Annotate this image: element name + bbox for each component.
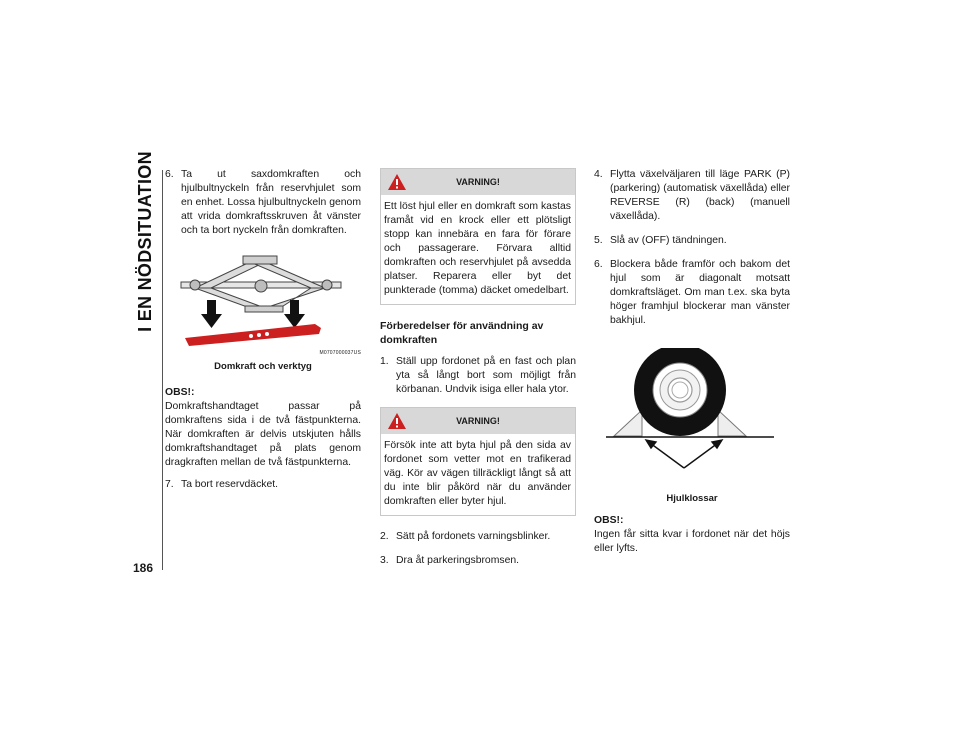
page-number: 186	[133, 561, 154, 575]
section-tab-label: I EN NÖDSITUATION	[134, 150, 155, 332]
step-6-block-wheel	[594, 258, 790, 328]
warning-text: Ett löst hjul eller en domkraft som kastas framåt vid en krock eller ett plötsligt stopp kan innebära en fara för förare och passagerare. Förvara alltid domkraften och reservhjulet på avsedda platser. Reparera eller byt det punkterade (tomma) däcket omedelbart.	[384, 201, 571, 296]
step-number: 4.	[594, 169, 603, 180]
scissor-jack-graphic	[181, 256, 341, 312]
step-text: Dra åt parkeringsbromsen.	[396, 555, 520, 566]
column-1	[165, 168, 361, 502]
section-heading: Förberedelser för användning av domkraften	[380, 320, 544, 346]
note-text: Domkraftshandtaget passar på domkraftens sida i de två fästpunkterna. När domkraften är delvis utskjuten hålls domkraftshandtaget på plats genom dragkraften mellan de två fästpunkterna.	[165, 401, 361, 468]
note-title: OBS!:	[165, 387, 195, 398]
step-text: Flytta växelväljaren till läge PARK (P) (parkering) (automatisk växellåda) eller REVERSE (R) (back) (manuell växellåda).	[610, 169, 790, 222]
step-number: 5.	[594, 235, 603, 246]
figure-caption: Domkraft och verktyg	[214, 361, 312, 372]
step-text: Blockera både framför och bakom det hjul som är diagonalt motsatt domkraftsläget. Om man t.ex. ska byta höger framhjul blockerar man vänster bakhjul.	[610, 259, 790, 326]
note-title: OBS!:	[594, 515, 624, 526]
step-text: Sätt på fordonets varningsblinker.	[396, 531, 551, 542]
step-number: 1.	[380, 356, 389, 367]
step-7-remove-spare	[165, 478, 361, 492]
pointer-arrow-icon	[646, 440, 722, 468]
section-tab	[131, 150, 159, 332]
step-3-brake	[380, 554, 576, 568]
lug-wrench-graphic	[185, 324, 321, 346]
warning-triangle-icon	[387, 412, 407, 430]
step-text: Slå av (OFF) tändningen.	[610, 235, 727, 246]
wheel-chocks-illustration	[594, 348, 790, 488]
warning-box	[380, 407, 576, 516]
note-text: Ingen får sitta kvar i fordonet när det höjs eller lyfts.	[594, 529, 790, 554]
jack-figure	[165, 248, 361, 360]
step-number: 6.	[165, 169, 174, 180]
warning-text: Försök inte att byta hjul på den sida av fordonet som vetter mot en trafikerad väg. Kör av vägen tillräckligt långt så att du inte blir påkörd när du använder domkraften eller byter hjul.	[384, 440, 571, 507]
step-number: 6.	[594, 259, 603, 270]
step-1-position	[380, 355, 576, 397]
column-3	[594, 168, 790, 564]
column-2	[380, 168, 576, 578]
step-number: 2.	[380, 531, 389, 542]
step-text: Ta ut saxdomkraften och hjulbultnyckeln från reservhjulet som en enhet. Lossa hjulbultnyckeln genom att vrida domkraftsskruven åt vänster och ta bort nyckeln från domkraften.	[181, 169, 361, 236]
wheel-chock-rear	[718, 410, 746, 436]
tire-graphic	[634, 348, 726, 436]
section-divider	[162, 170, 163, 570]
step-number: 7.	[165, 479, 174, 490]
step-text: Ställ upp fordonet på en fast och plan yta så långt bort som möjligt från körbanan. Undvik isiga eller hala ytor.	[396, 356, 576, 395]
step-4-park	[594, 168, 790, 224]
figure-caption: Hjulklossar	[666, 493, 718, 504]
jack-and-tools-illustration	[165, 248, 361, 360]
wheel-chock-front	[614, 410, 642, 436]
warning-label: VARNING!	[456, 177, 500, 187]
warning-box	[380, 168, 576, 305]
step-number: 3.	[380, 555, 389, 566]
step-text: Ta bort reservdäcket.	[181, 479, 279, 490]
step-2-hazard	[380, 530, 576, 544]
warning-label: VARNING!	[456, 416, 500, 426]
warning-header	[381, 169, 575, 195]
warning-triangle-icon	[387, 173, 407, 191]
step-5-ignition	[594, 234, 790, 248]
step-6-jack	[165, 168, 361, 238]
figure-code: M0707000037US	[319, 350, 361, 356]
warning-header	[381, 408, 575, 434]
wheel-chocks-figure	[594, 348, 790, 488]
